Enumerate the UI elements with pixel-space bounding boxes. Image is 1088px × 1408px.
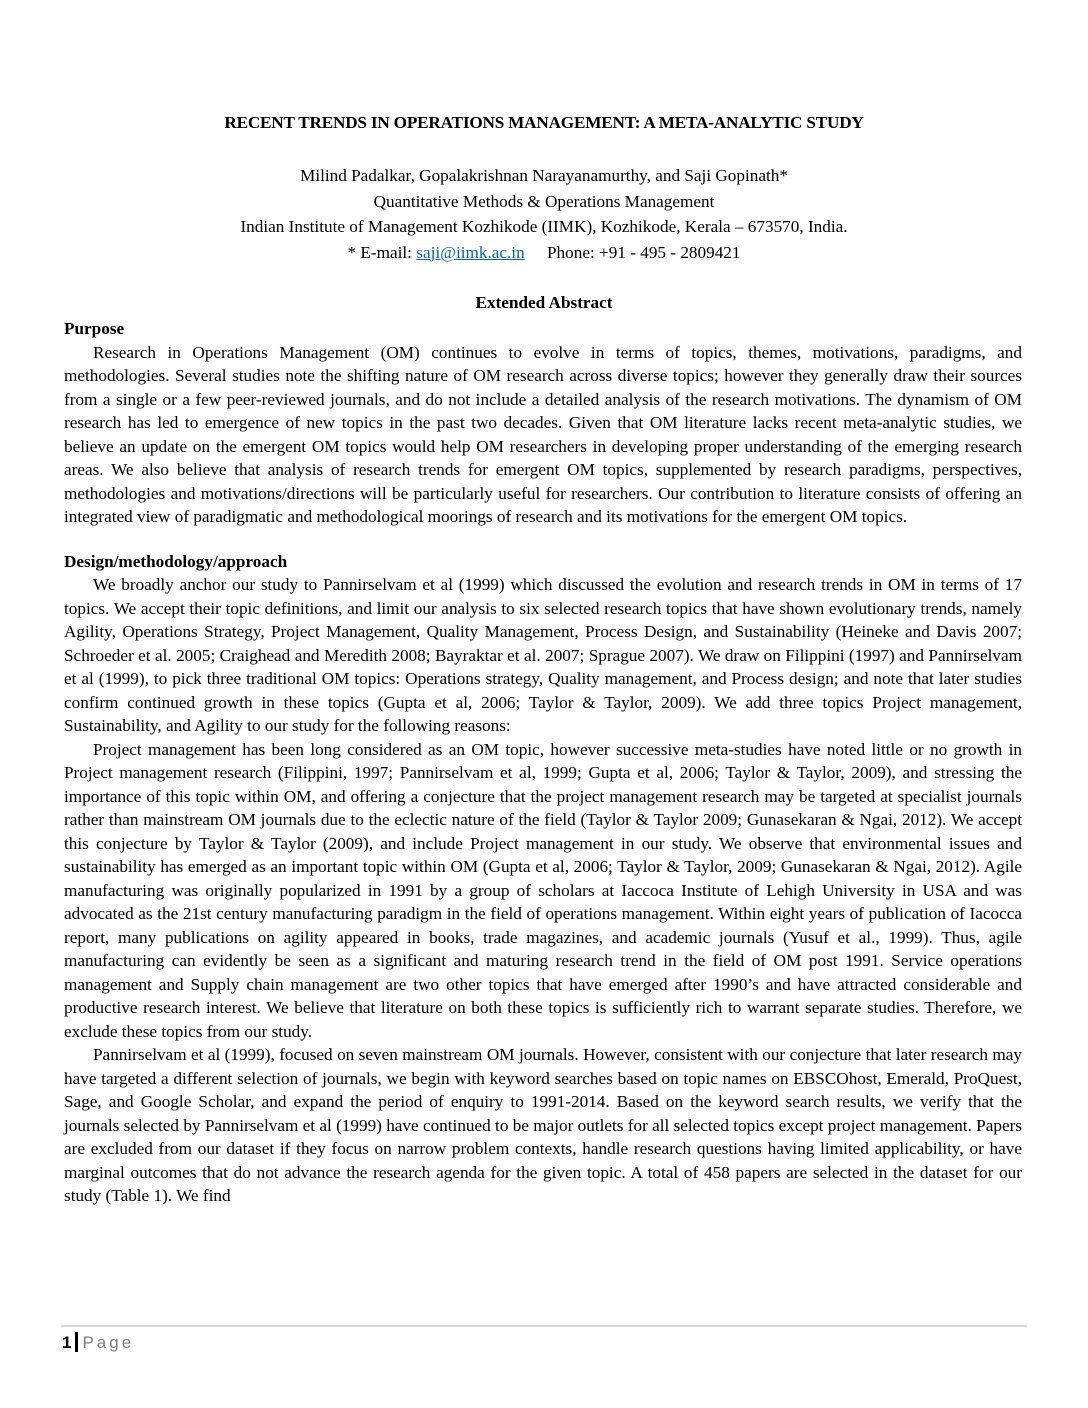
- paper-title: RECENT TRENDS IN OPERATIONS MANAGEMENT: A META-ANALYTIC STUDY: [224, 113, 864, 132]
- email-link[interactable]: saji@iimk.ac.in: [416, 242, 525, 262]
- contact-line: [0, 240, 1088, 266]
- section-heading-design: Design/methodology/approach: [64, 551, 288, 571]
- footer-separator: [75, 1332, 78, 1352]
- paragraph: We broadly anchor our study to Pannirselvam et al (1999) which discussed the evolution and research trends in OM in terms of 17 topics. We accept their topic definitions, and limit our analysis to six selected research topics that have shown evolutionary trends, namely Agility, Operations Strategy, Project Management, Quality Management, Process Design, and Sustainability (Heineke and Davis 2007; Schroeder et al. 2005; Craighead and Meredith 2008; Bayraktar et al. 2007; Sprague 2007). We draw on Filippini (1997) and Pannirselvam et al (1999), to pick three traditional OM topics: Operations strategy, Quality management, and Process design; and note that later studies confirm continued growth in these topics (Gupta et al, 2006; Taylor & Taylor, 2009). We add three topics Project management, Sustainability, and Agility to our study for the following reasons:: [64, 575, 1022, 735]
- abstract-heading: Extended Abstract: [475, 293, 613, 312]
- paragraph: Project management has been long considered as an OM topic, however successive meta-studies have noted little or no growth in Project management research (Filippini, 1997; Pannirselvam et al, 1999; Gupta et al, 2006; Taylor & Taylor, 2009), and stressing the importance of this topic within OM, and offering a conjecture that the project management research may be targeted at specialist journals rather than mainstream OM journals due to the eclectic nature of the field (Taylor & Taylor 2009; Gunasekaran & Ngai, 2012). We accept this conjecture by Taylor & Taylor (2009), and include Project management in our study. We observe that environmental issues and sustainability has emerged as an important topic within OM (Gupta et al, 2006; Taylor & Taylor, 2009; Gunasekaran & Ngai, 2012). Agile manufacturing was originally popularized in 1991 by a group of scholars at Iaccoca Institute of Lehigh University in USA and was advocated as the 21st century manufacturing paradigm in the field of operations management. Within eight years of publication of Iacocca report, many publications on agility appeared in books, trade magazines, and academic journals (Yusuf et al., 1999). Thus, agile manufacturing can evidently be seen as a significant and maturing research trend in the field of OM post 1991. Service operations management and Supply chain management are two other topics that have emerged after 1990’s and have attracted considerable and productive research interest. We believe that literature on both these topics is sufficiently rich to warrant separate studies. Therefore, we exclude these topics from our study.: [64, 739, 1022, 1041]
- department: Quantitative Methods & Operations Management: [373, 191, 715, 211]
- section-heading-purpose: Purpose: [64, 319, 125, 338]
- abstract-body: [64, 317, 1022, 1208]
- author-list: Milind Padalkar, Gopalakrishnan Narayanamurthy, and Saji Gopinath*: [300, 166, 788, 185]
- phone-number: +91 - 495 - 2809421: [599, 242, 741, 262]
- page-footer: [62, 1332, 134, 1353]
- author-block: [0, 163, 1088, 265]
- footer-divider: [61, 1325, 1027, 1327]
- paragraph: Pannirselvam et al (1999), focused on seven mainstream OM journals. However, consistent with our conjecture that later research may have targeted a different selection of journals, we begin with keyword searches based on topic names on EBSCOhost, Emerald, ProQuest, Sage, and Google Scholar, and expand the period of enquiry to 1991-2014. Based on the keyword search results, we verify that the journals selected by Pannirselvam et al (1999) have continued to be major outlets for all selected topics except project management. Papers are excluded from our dataset if they focus on narrow problem contexts, handle research questions having limited applicability, or have marginal outcomes that do not advance the research agenda for the given topic. A total of 458 papers are selected in the dataset for our study (Table 1). We find: [64, 1045, 1022, 1205]
- institution: Indian Institute of Management Kozhikode (IIMK), Kozhikode, Kerala – 673570, India.: [240, 217, 848, 236]
- phone-label: Phone:: [546, 242, 595, 262]
- email-label: * E-mail:: [347, 242, 412, 262]
- page-label: Page: [82, 1333, 135, 1352]
- page-number: 1: [62, 1333, 72, 1352]
- paragraph: Research in Operations Management (OM) continues to evolve in terms of topics, themes, motivations, paradigms, and methodologies. Several studies note the shifting nature of OM research across diverse topics; however they generally draw their sources from a single or a few peer-reviewed journals, and do not include a detailed analysis of the research motivations. The dynamism of OM research has led to emergence of new topics in the past two decades. Given that OM literature lacks recent meta-analytic studies, we believe an update on the emergent OM topics would help OM researchers in developing proper understanding of the emerging research areas. We also believe that analysis of research trends for emergent OM topics, supplemented by research paradigms, perspectives, methodologies and motivations/directions will be particularly useful for researchers. Our contribution to literature consists of offering an integrated view of paradigmatic and methodological moorings of research and its motivations for the emergent OM topics.: [64, 342, 1022, 526]
